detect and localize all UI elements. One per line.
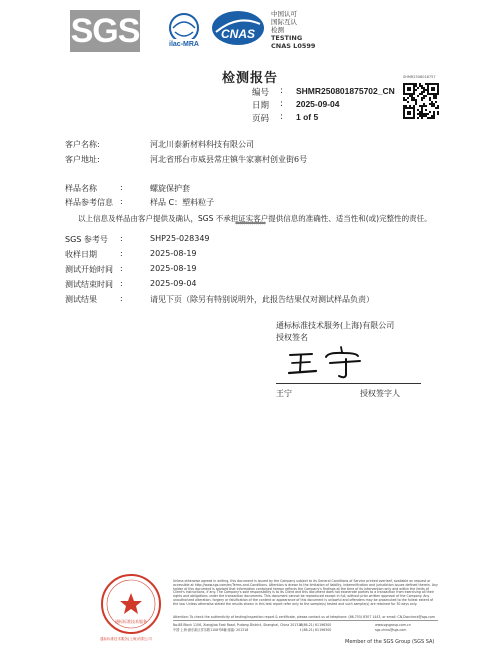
seal-caption: 通标标准技术服务(上海)有限公司 [100, 637, 152, 641]
svg-text:通标标准技术服务: 通标标准技术服务 [115, 619, 147, 624]
colon: : [120, 234, 123, 243]
test-start-label: 测试开始时间 [65, 265, 113, 274]
cnas-accreditation-text [271, 10, 315, 50]
authorized-signature-label: 授权签名 [276, 333, 308, 342]
colon: : [120, 183, 123, 192]
colon: : [280, 112, 283, 122]
member-statement: Member of the SGS Group (SGS SA) [345, 639, 435, 645]
sample-name-label: 样品名称 [65, 184, 97, 193]
colon: : [280, 99, 283, 109]
report-number-value: SHMR250801875702_CN [296, 86, 395, 96]
cnas-line: TESTING [271, 34, 303, 42]
signatory-name: 王宁 [276, 389, 292, 398]
client-address-value: 河北省邢台市威县常庄镇牛家寨村创业街6号 [150, 155, 308, 164]
company-seal [100, 573, 162, 635]
test-end-value: 2025-09-04 [150, 279, 197, 288]
colon: : [280, 86, 283, 96]
sgs-reference-value: SHP25-028349 [150, 234, 210, 243]
colon: : [120, 279, 123, 288]
cnas-line: 国际互认 [271, 18, 297, 26]
report-title: 检测报告 [221, 71, 278, 86]
test-end-label: 测试结束时间 [65, 280, 113, 289]
sgs-reference-label: SGS 参考号 [65, 235, 108, 244]
signatory-role: 授权签字人 [360, 389, 400, 398]
terms-and-conditions: Unless otherwise agreed in writing, this document is issued by the Company subject to its General Conditions of Service printed overleaf, available on request or accessible at http://www.sgs.com/en/Terms-and-Conditions. Attention is drawn to the limitation of liability, indemnification and jurisdiction issues defined therein. Any holder of this document is advised that information contained hereon reflects the Company's findings at the time of its intervention only and within the limits of Client's instructions, if any. The Company's sole responsibility is to its Client and this document does not exonerate parties to a transaction from exercising all their rights and obligations under the transaction documents. This document cannot be reproduced except in full, without prior written approval of the Company. Any unauthorized alteration, forgery or falsification of the content or appearance of this document is unlawful and offenders may be prosecuted to the fullest extent of the law. Unless otherwise stated the results shown in this test report refer only to the sample(s) tested and such sample(s) are retained for 30 days only. [173, 579, 438, 606]
client-address-label: 客户地址: [65, 155, 100, 164]
address-english: No.88 Block 1106, Xiangjiao East Road, Pudong District, Shanghai, China 201318 [173, 623, 303, 627]
report-page-label: 页码 [252, 114, 270, 124]
report-number-label: 编号 [252, 88, 270, 98]
sample-ref-label: 样品参考信息 [65, 198, 113, 207]
received-date-label: 收样日期 [65, 250, 97, 259]
telephone-1: t (86-21) 61196300 [300, 623, 332, 627]
authenticity-notice[interactable]: Attention: To check the authenticity of testing/inspection report & certificate, please contact us at telephone: (86-755) 8307 1443, or email: CN.Doccheck@sgs.com [173, 615, 435, 619]
test-result-value: 请见下页（除另有特别说明外，此报告结果仅对测试样品负责） [150, 295, 374, 304]
qr-code[interactable] [403, 83, 439, 119]
ilac-mra-logo [163, 12, 205, 50]
organization-name: 通标标准技术服务(上海)有限公司 [276, 321, 395, 330]
cnas-line: CNAS L0599 [271, 42, 316, 50]
colon: : [120, 249, 123, 258]
website-link[interactable]: www.sgsgroup.com.cn [375, 623, 411, 627]
test-result-label: 测试结果 [65, 295, 97, 304]
cnas-logo [210, 8, 266, 52]
ilac-mra-label: ilac-MRA [169, 41, 199, 48]
handwritten-signature [286, 345, 366, 381]
colon: : [120, 197, 123, 206]
sgs-logo: SGS [70, 12, 140, 50]
signature-line [276, 383, 421, 384]
qr-caption: SHMR2508018757 [403, 75, 436, 79]
cnas-line: 中国认可 [271, 10, 297, 18]
colon: : [120, 294, 123, 303]
separator-stars: *************** [235, 221, 265, 228]
client-info-disclaimer: 以上信息及样品由客户提供及确认，SGS 不承担证实客户提供信息的准确性、适当性和(或)完整性的责任。 [78, 214, 432, 223]
address-chinese: 中国·上海·浦东新区祥乐路1108号8幢 邮编: 201318 [173, 628, 249, 632]
signing-organization [276, 320, 394, 344]
colon: : [120, 264, 123, 273]
client-name-value: 河北川泰新材料科技有限公司 [150, 140, 254, 149]
footer-divider [173, 620, 438, 621]
telephone-2: t (86-21) 61196300 [300, 628, 332, 632]
email-link[interactable]: sgs.china@sgs.com [375, 628, 407, 632]
report-date-value: 2025-09-04 [296, 99, 340, 109]
cnas-line: 检测 [271, 26, 284, 34]
sample-ref-value: 样品 C：塑料粒子 [150, 198, 215, 207]
report-page-value: 1 of 5 [296, 112, 319, 122]
report-date-label: 日期 [252, 101, 270, 111]
received-date-value: 2025-08-19 [150, 249, 197, 258]
cnas-logo-label: CNAS [220, 27, 256, 41]
client-name-label: 客户名称: [65, 140, 100, 149]
test-start-value: 2025-08-19 [150, 264, 197, 273]
sample-name-value: 螺旋保护套 [150, 184, 190, 193]
